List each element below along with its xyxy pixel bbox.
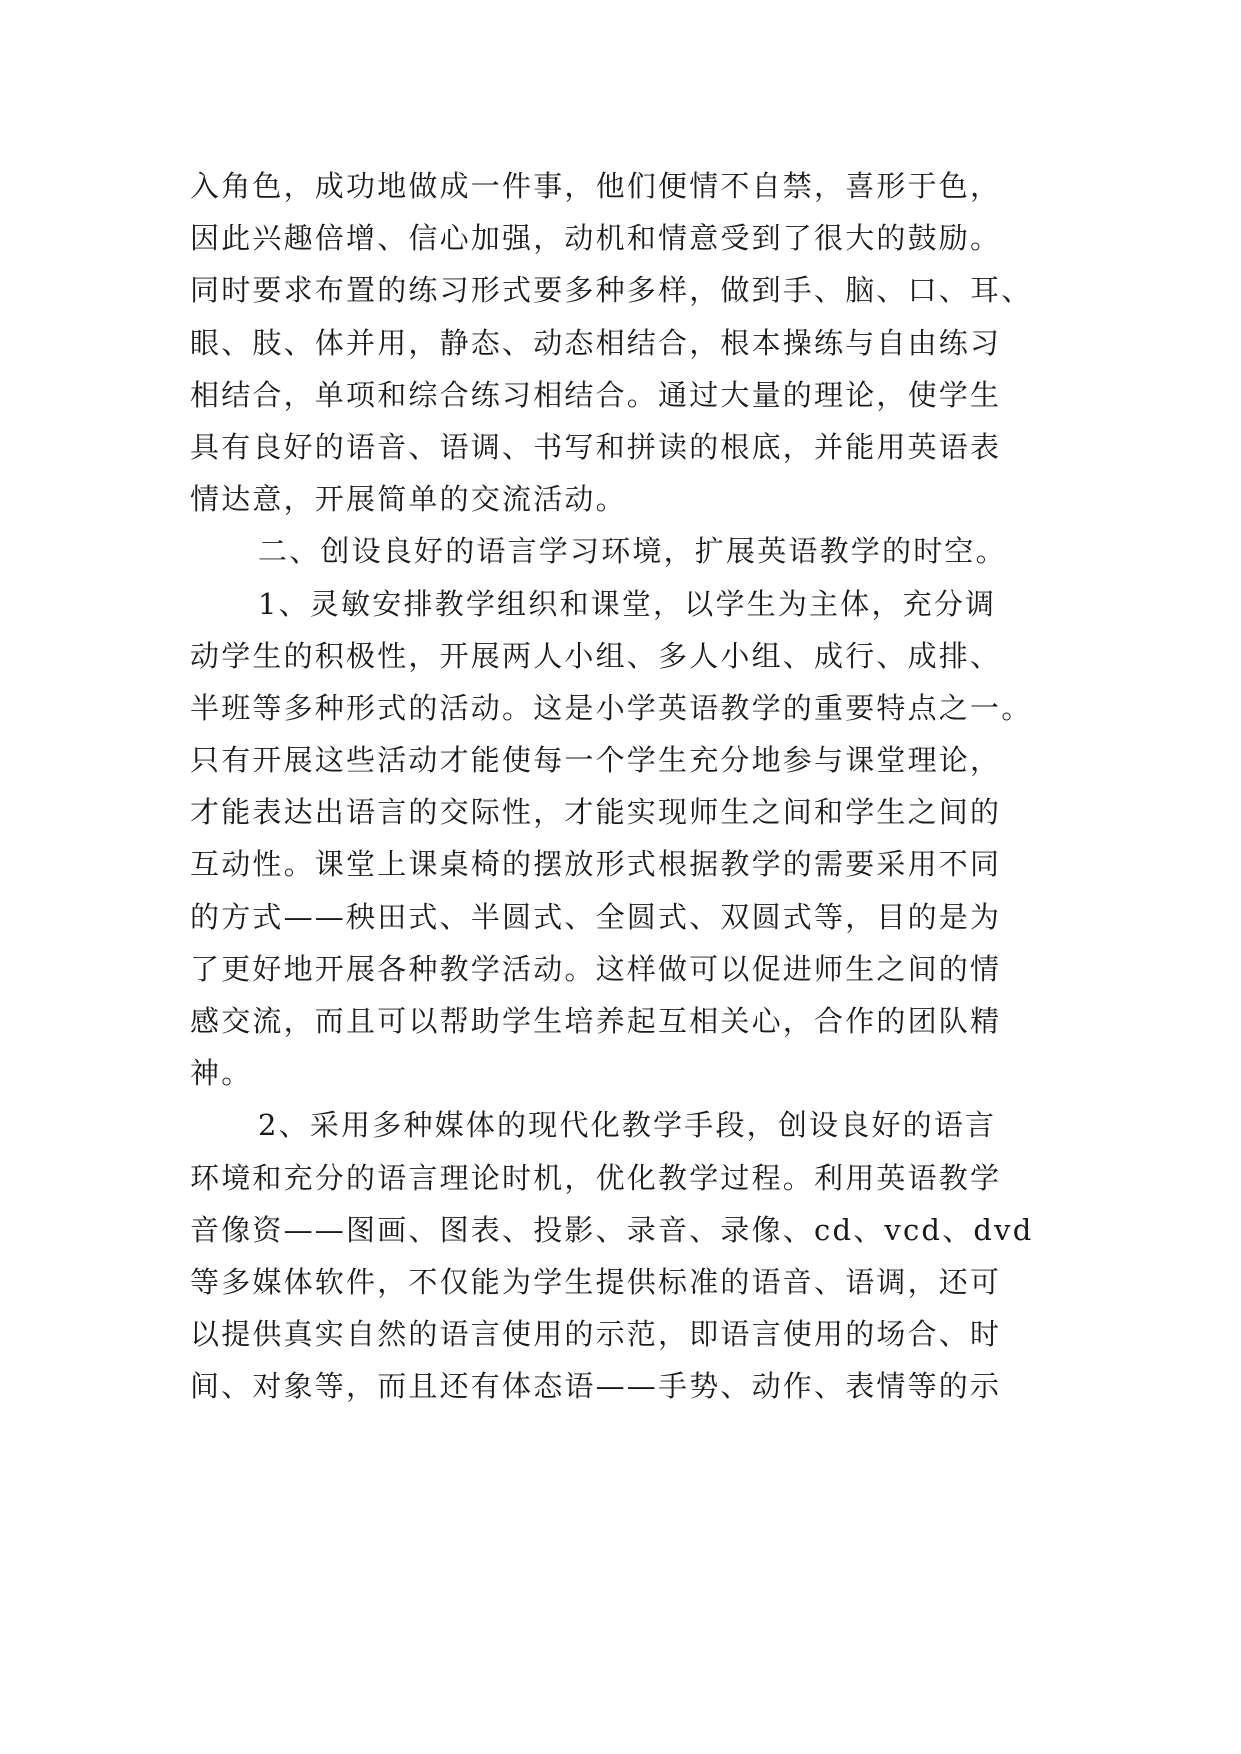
text-line: 情达意，开展简单的交流活动。 bbox=[190, 482, 627, 517]
text-line: 因此兴趣倍增、信心加强，动机和情意受到了很大的鼓励。 bbox=[190, 221, 1002, 256]
text-line: 同时要求布置的练习形式要多种多样，做到手、脑、口、耳、 bbox=[190, 273, 1033, 308]
text-line: 互动性。课堂上课桌椅的摆放形式根据教学的需要采用不同 bbox=[190, 847, 1002, 882]
section-heading: 二、创设良好的语言学习环境，扩展英语教学的时空。 bbox=[258, 534, 1007, 569]
text-line: 以提供真实自然的语言使用的示范，即语言使用的场合、时 bbox=[190, 1317, 1002, 1352]
text-line: 半班等多种形式的活动。这是小学英语教学的重要特点之一。 bbox=[190, 690, 1033, 725]
text-line: 音像资——图画、图表、投影、录音、录像、cd、vcd、dvd bbox=[190, 1212, 1034, 1247]
text-line: 等多媒体软件，不仅能为学生提供标准的语音、语调，还可 bbox=[190, 1264, 1002, 1299]
text-line: 感交流，而且可以帮助学生培养起互相关心，合作的团队精 bbox=[190, 1004, 1002, 1038]
text-line: 才能表达出语言的交际性，才能实现师生之间和学生之间的 bbox=[190, 795, 1002, 830]
text-line: 动学生的积极性，开展两人小组、多人小组、成行、成排、 bbox=[190, 638, 1002, 673]
text-line: 神。 bbox=[190, 1056, 253, 1091]
text-line: 具有良好的语音、语调、书写和拼读的根底，并能用英语表 bbox=[190, 429, 1002, 464]
text-line: 只有开展这些活动才能使每一个学生充分地参与课堂理论， bbox=[190, 743, 1002, 778]
text-line: 眼、肢、体并用，静态、动态相结合，根本操练与自由练习 bbox=[190, 325, 1002, 360]
text-line: 入角色，成功地做成一件事，他们便情不自禁，喜形于色， bbox=[190, 169, 1002, 203]
paragraph-start: 1、灵敏安排教学组织和课堂，以学生为主体，充分调 bbox=[258, 586, 997, 621]
text-line: 间、对象等，而且还有体态语——手势、动作、表情等的示 bbox=[190, 1369, 1002, 1404]
text-line: 相结合，单项和综合练习相结合。通过大量的理论，使学生 bbox=[190, 377, 1002, 412]
document-body bbox=[190, 160, 1070, 1413]
text-line: 环境和充分的语言理论时机，优化教学过程。利用英语教学 bbox=[190, 1160, 1002, 1195]
paragraph-start: 2、采用多种媒体的现代化教学手段，创设良好的语言 bbox=[258, 1108, 997, 1143]
text-line: 了更好地开展各种教学活动。这样做可以促进师生之间的情 bbox=[190, 951, 1002, 986]
text-line: 的方式——秧田式、半圆式、全圆式、双圆式等，目的是为 bbox=[190, 899, 1002, 934]
